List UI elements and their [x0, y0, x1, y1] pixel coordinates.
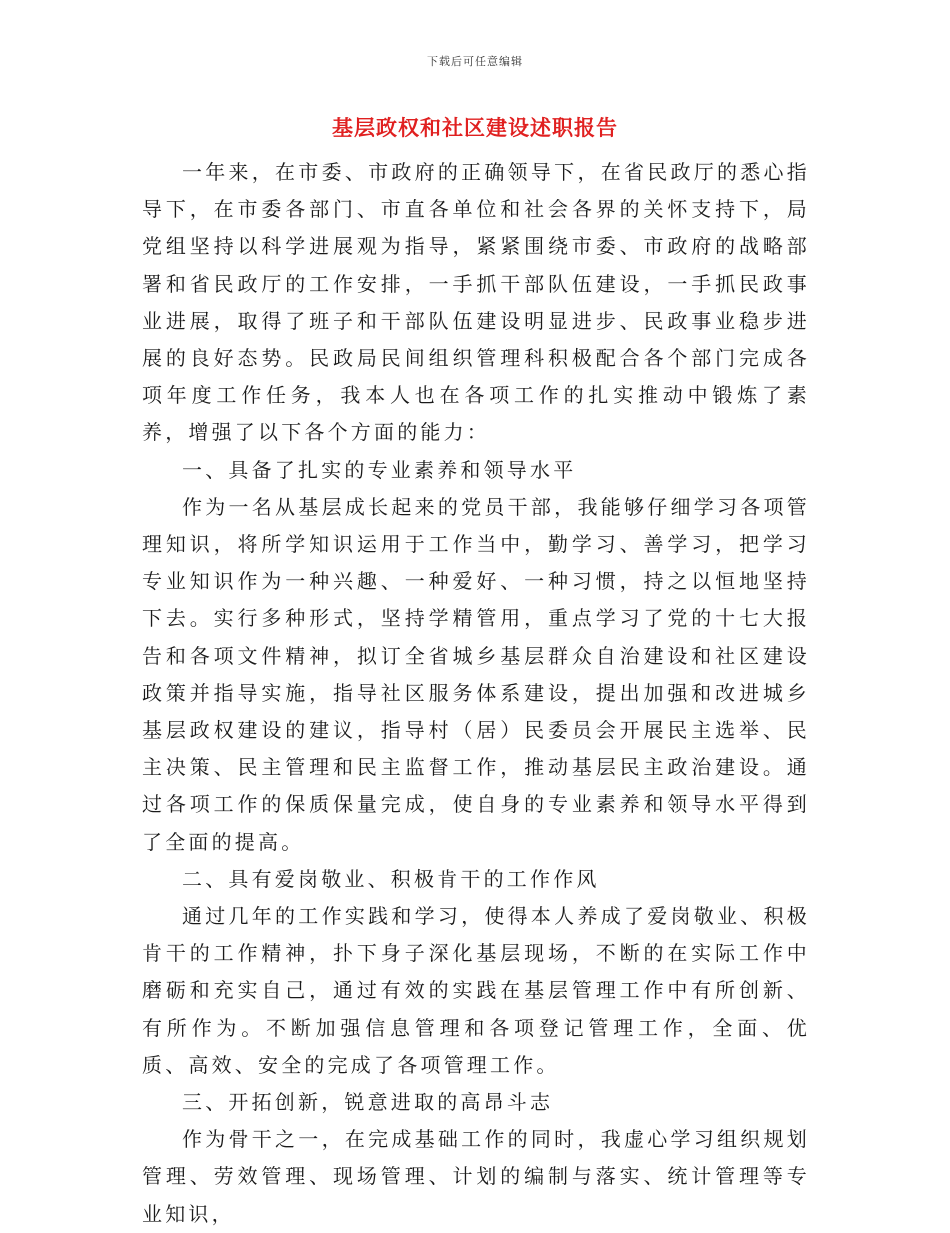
section-heading-3: 三、开拓创新，锐意进取的高昂斗志 [182, 1090, 554, 1115]
paragraph-section-2: 通过几年的工作实践和学习，使得本人养成了爱岗敬业、积极肯干的工作精神，扑下身子深化基层现场，不断的在实际工作中磨砺和充实自己，通过有效的实践在基层管理工作中有所创新、有所作为。不断加强信息管理和各项登记管理工作，全面、优质、高效、安全的完成了各项管理工作。 [142, 904, 810, 1077]
paragraph-section-1: 作为一名从基层成长起来的党员干部，我能够仔细学习各项管理知识，将所学知识运用于工作当中，勤学习、善学习，把学习专业知识作为一种兴趣、一种爱好、一种习惯，持之以恒地坚持下去。实行多种形式，坚持学精管用，重点学习了党的十七大报告和各项文件精神，拟订全省城乡基层群众自治建设和社区建设政策并指导实施，指导社区服务体系建设，提出加强和改进城乡基层政权建设的建议，指导村（居）民委员会开展民主选举、民主决策、民主管理和民主监督工作，推动基层民主政治建设。通过各项工作的保质保量完成，使自身的专业素养和领导水平得到了全面的提高。 [142, 494, 810, 854]
paragraph-intro: 一年来，在市委、市政府的正确领导下，在省民政厅的悉心指导下，在市委各部门、市直各单位和社会各界的关怀支持下，局党组坚持以科学进展观为指导，紧紧围绕市委、市政府的战略部署和省民政厅的工作安排，一手抓干部队伍建设，一手抓民政事业进展，取得了班子和干部队伍建设明显进步、民政事业稳步进展的良好态势。民政局民间组织管理科积极配合各个部门完成各项年度工作任务，我本人也在各项工作的扎实推动中锻炼了素养，增强了以下各个方面的能力： [142, 160, 810, 445]
section-heading-2: 二、具有爱岗敬业、积极肯干的工作作风 [182, 866, 600, 891]
section-heading-1: 一、具备了扎实的专业素养和领导水平 [182, 457, 577, 482]
paragraph-section-3: 作为骨干之一，在完成基础工作的同时，我虚心学习组织规划管理、劳效管理、现场管理、计划的编制与落实、统计管理等专业知识， [142, 1127, 810, 1226]
header-note: 下载后可任意编辑 [427, 55, 523, 68]
document-title: 基层政权和社区建设述职报告 [332, 115, 618, 140]
document-body [142, 154, 810, 1233]
